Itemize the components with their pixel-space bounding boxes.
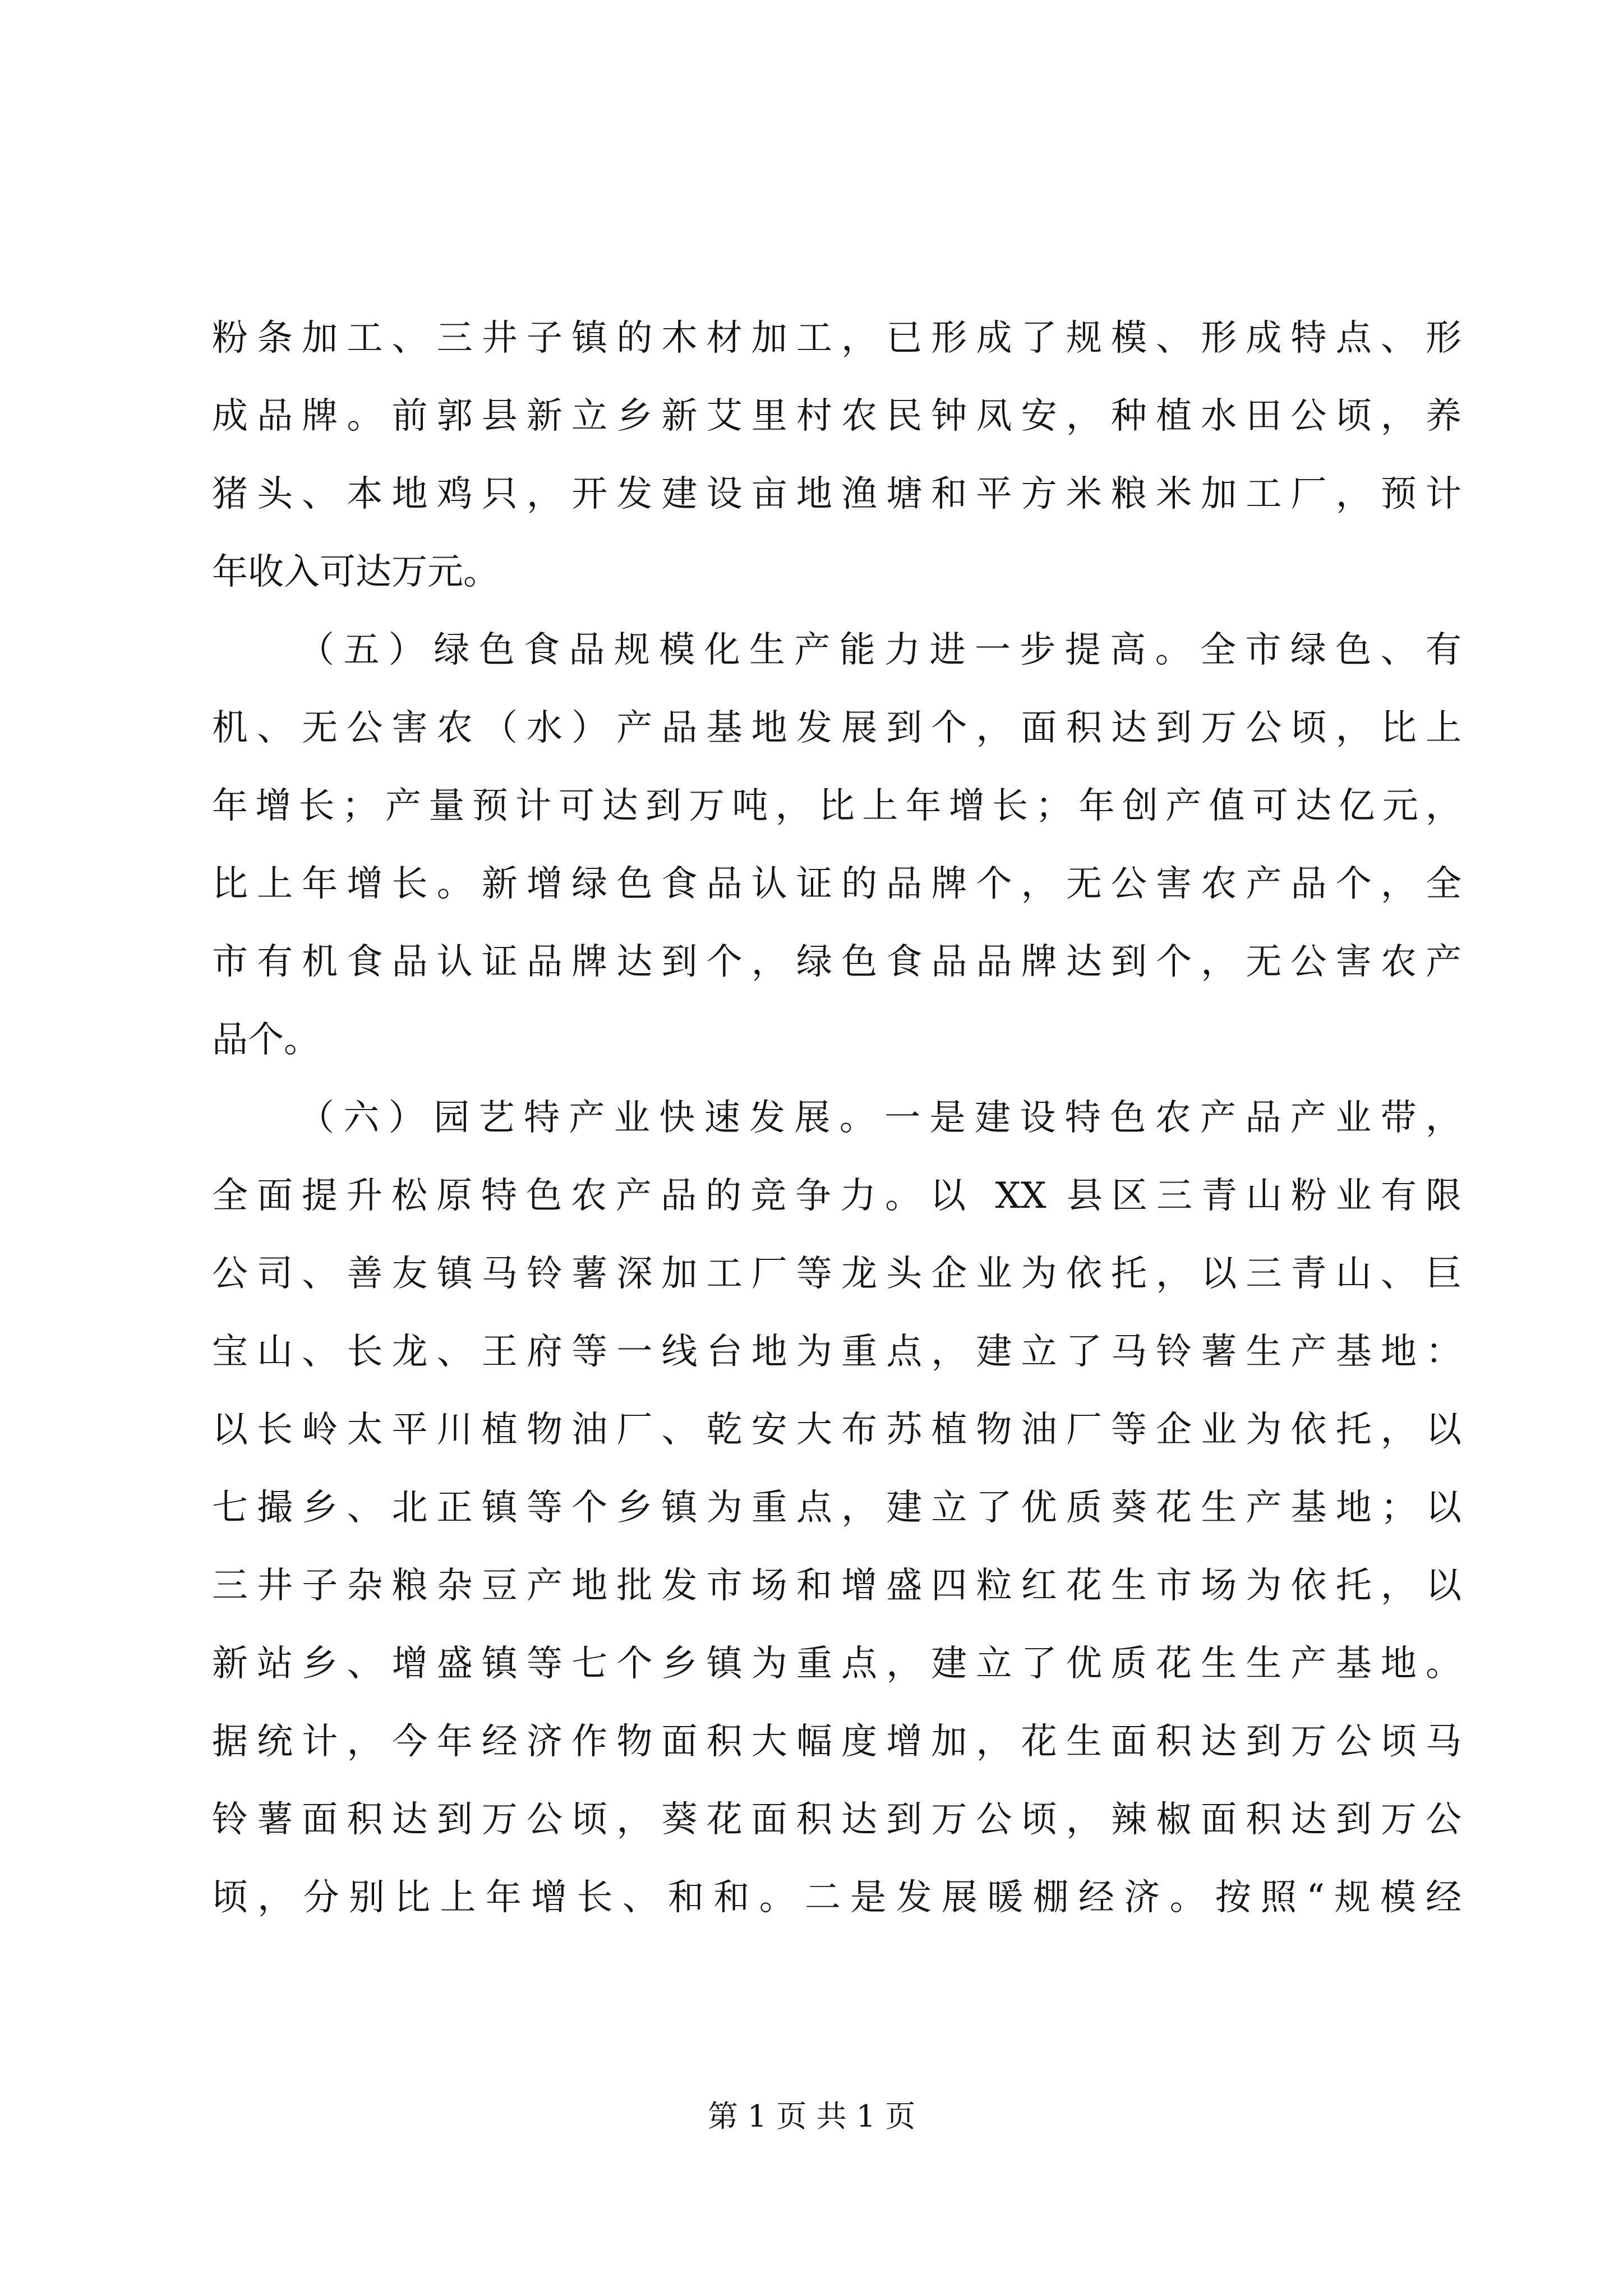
text-line: 以长岭太平川植物油厂、乾安大布苏植物油厂等企业为依托，以 bbox=[212, 1409, 1461, 1451]
text-line: 铃薯面积达到万公顷，葵花面积达到万公顷，辣椒面积达到万公 bbox=[212, 1799, 1461, 1841]
text-line: （五）绿色食品规模化生产能力进一步提高。全市绿色、有 bbox=[298, 629, 1461, 671]
text-line: （六）园艺特产业快速发展。一是建设特色农产品产业带， bbox=[298, 1097, 1461, 1139]
text-line: 全面提升松原特色农产品的竞争力。以 XX 县区三青山粉业有限 bbox=[212, 1175, 1461, 1217]
document-body bbox=[212, 300, 1461, 1937]
text-line: 年收入可达万元。 bbox=[212, 551, 499, 593]
text-line: 比上年增长。新增绿色食品认证的品牌个，无公害农产品个，全 bbox=[212, 863, 1461, 905]
text-line: 成品牌。前郭县新立乡新艾里村农民钟凤安，种植水田公顷，养 bbox=[212, 395, 1461, 437]
text-line: 七撮乡、北正镇等个乡镇为重点，建立了优质葵花生产基地；以 bbox=[212, 1487, 1461, 1529]
text-line: 机、无公害农（水）产品基地发展到个，面积达到万公顷，比上 bbox=[212, 707, 1461, 749]
text-line: 猪头、本地鸡只，开发建设亩地渔塘和平方米粮米加工厂，预计 bbox=[212, 473, 1461, 515]
text-line: 三井子杂粮杂豆产地批发市场和增盛四粒红花生市场为依托，以 bbox=[212, 1565, 1461, 1607]
text-line: 粉条加工、三井子镇的木材加工，已形成了规模、形成特点、形 bbox=[212, 318, 1461, 359]
text-line: 市有机食品认证品牌达到个，绿色食品品牌达到个，无公害农产 bbox=[212, 941, 1461, 983]
text-line: 年增长；产量预计可达到万吨，比上年增长；年创产值可达亿元， bbox=[212, 785, 1461, 827]
text-line: 新站乡、增盛镇等七个乡镇为重点，建立了优质花生生产基地。 bbox=[212, 1643, 1461, 1685]
text-line: 品个。 bbox=[212, 1019, 320, 1061]
page-footer: 第 1 页 共 1 页 bbox=[707, 2099, 916, 2134]
text-line: 顷，分别比上年增长、和和。二是发展暖棚经济。按照“规模经 bbox=[212, 1877, 1461, 1918]
text-line: 公司、善友镇马铃薯深加工厂等龙头企业为依托，以三青山、巨 bbox=[212, 1253, 1461, 1295]
text-line: 据统计，今年经济作物面积大幅度增加，花生面积达到万公顷马 bbox=[212, 1721, 1461, 1763]
text-line: 宝山、长龙、王府等一线台地为重点，建立了马铃薯生产基地： bbox=[212, 1331, 1461, 1373]
